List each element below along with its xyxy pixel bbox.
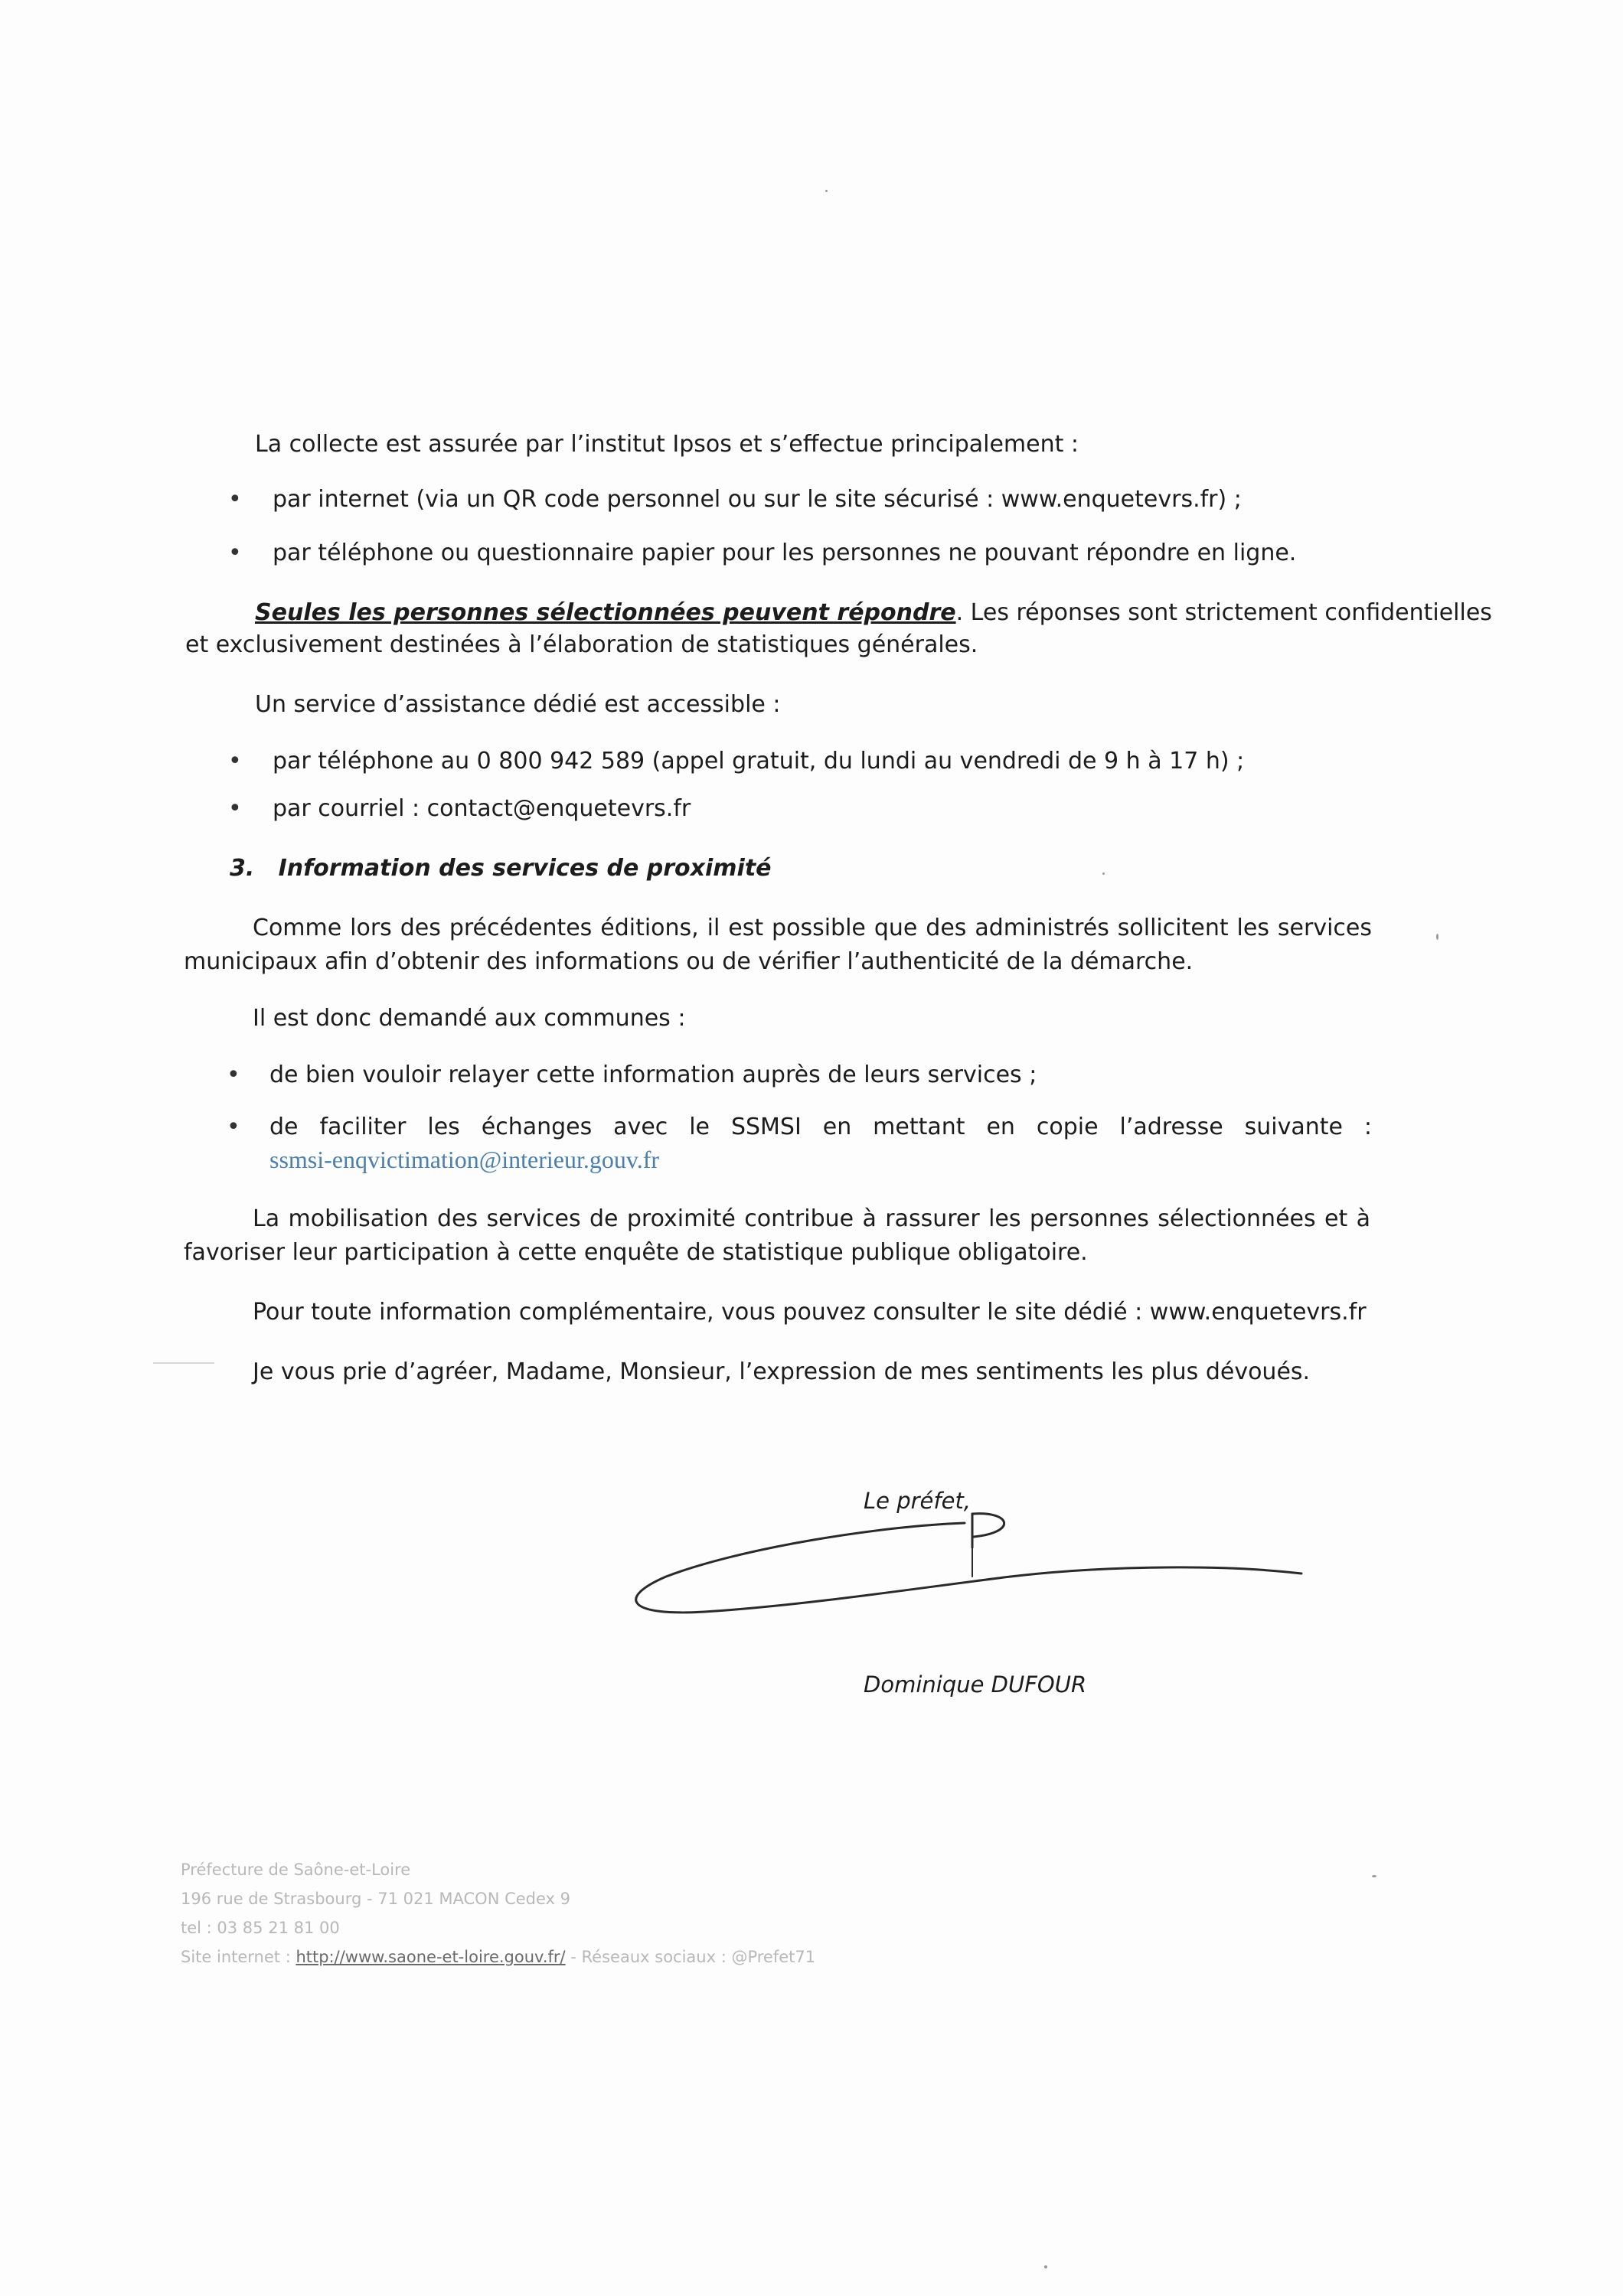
signatory-name: Dominique DUFOUR — [864, 1671, 1087, 1698]
ssmsi-email-address[interactable]: ssmsi-enqvictimation@interieur.gouv.fr — [269, 1146, 660, 1173]
communes-bullet-exchange: de faciliter les échanges avec le SSMSI en mettant en copie l’adresse suivante : — [269, 1114, 1372, 1140]
communes-intro: Il est donc demandé aux communes : — [253, 1005, 686, 1032]
footer-site-link[interactable]: http://www.saone-et-loire.gouv.fr/ — [296, 1948, 566, 1966]
collect-bullet-phone: par téléphone ou questionnaire papier pour les personnes ne pouvant répondre en ligne. — [273, 540, 1297, 566]
closing-formula: Je vous prie d’agréer, Madame, Monsieur, l’expression de mes sentiments les plus dévoués. — [253, 1358, 1311, 1385]
bullet-dot: • — [228, 486, 242, 513]
proximity-line-2: municipaux afin d’obtenir des informations ou de vérifier l’authenticité de la démarche. — [184, 948, 1194, 975]
selected-emphasis: Seules les personnes sélectionnées peuvent répondre — [255, 599, 956, 626]
bullet-dot: • — [228, 795, 242, 822]
section-heading: 3. Information des services de proximité — [230, 855, 772, 882]
scan-speck — [1372, 1875, 1376, 1877]
selected-line-2: et exclusivement destinées à l’élaboration de statistiques générales. — [185, 631, 978, 658]
bullet-dot: • — [228, 540, 242, 566]
footer-org: Préfecture de Saône-et-Loire — [181, 1861, 411, 1879]
scan-speck — [1044, 2265, 1047, 2268]
handwritten-signature — [612, 1500, 1317, 1630]
scan-speck — [1436, 934, 1438, 940]
scan-speck — [825, 190, 828, 192]
scan-speck — [153, 1362, 214, 1364]
assistance-intro: Un service d’assistance dédié est accessible : — [255, 691, 781, 718]
selected-rest: . Les réponses sont strictement confidentielles — [955, 599, 1492, 626]
mobilisation-line-1: La mobilisation des services de proximité contribue à rassurer les personnes sélectionnées et à — [253, 1205, 1370, 1232]
info-line: Pour toute information complémentaire, vous pouvez consulter le site dédié : www.enquetevrs.fr — [253, 1299, 1367, 1326]
footer-address: 196 rue de Strasbourg - 71 021 MACON Cedex 9 — [181, 1890, 571, 1908]
selected-line-1 — [255, 597, 1492, 629]
footer-phone: tel : 03 85 21 81 00 — [181, 1919, 340, 1937]
footer-site-label: Site internet : — [181, 1948, 296, 1966]
bullet-dot: • — [228, 748, 242, 775]
signatory-title: Le préfet, — [864, 1488, 972, 1514]
ssmsi-email-link[interactable] — [269, 1143, 659, 1177]
mobilisation-line-2: favoriser leur participation à cette enquête de statistique publique obligatoire. — [184, 1239, 1088, 1266]
bullet-dot: • — [227, 1062, 240, 1088]
assistance-bullet-phone: par téléphone au 0 800 942 589 (appel gratuit, du lundi au vendredi de 9 h à 17 h) ; — [273, 748, 1245, 775]
proximity-line-1: Comme lors des précédentes éditions, il est possible que des administrés sollicitent les services — [253, 915, 1372, 941]
bullet-dot: • — [227, 1114, 240, 1140]
scan-speck — [1102, 872, 1105, 875]
footer-social: - Réseaux sociaux : @Prefet71 — [565, 1948, 816, 1966]
collect-bullet-internet: par internet (via un QR code personnel ou sur le site sécurisé : www.enquetevrs.fr) ; — [273, 486, 1242, 513]
assistance-bullet-email: par courriel : contact@enquetevrs.fr — [273, 795, 691, 822]
communes-bullet-relay: de bien vouloir relayer cette information auprès de leurs services ; — [269, 1062, 1037, 1088]
footer-contacts — [181, 1942, 815, 1971]
collect-intro: La collecte est assurée par l’institut Ipsos et s’effectue principalement : — [255, 431, 1079, 458]
